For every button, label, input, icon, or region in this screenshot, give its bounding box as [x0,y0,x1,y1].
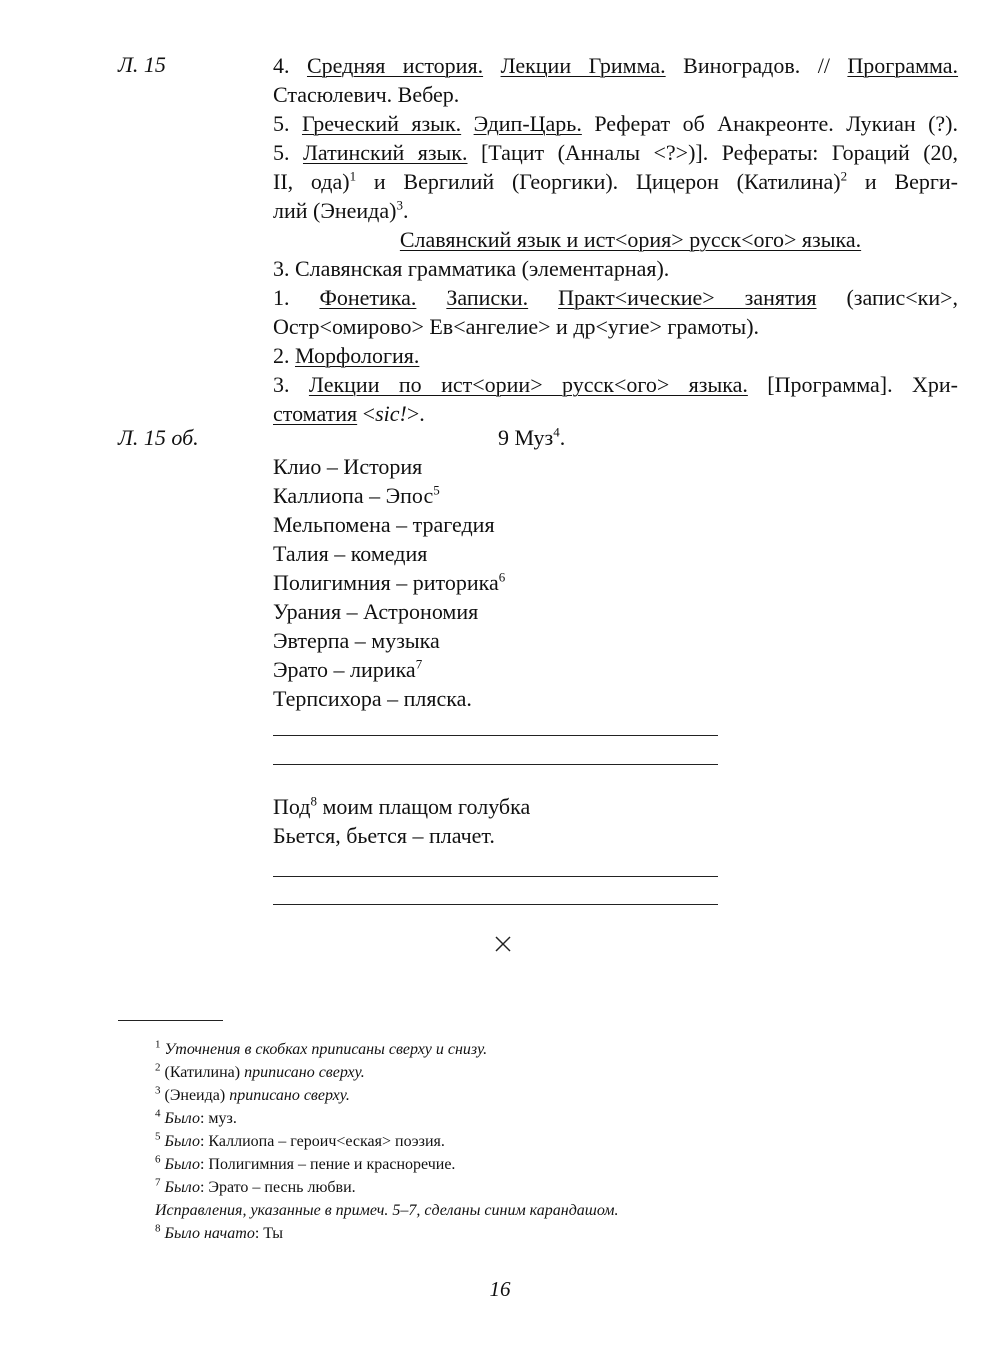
page-number: 16 [489,1277,511,1301]
footnote-marker: 4 [155,1107,161,1120]
footnote-text: : Эрато – песнь любви. [199,1179,356,1196]
muse-item [273,481,958,510]
item-number: 4. [273,53,290,78]
footnote-text: (Энеида) [164,1087,226,1104]
item-number: 5. [273,111,290,136]
item-number: 2. [273,343,290,368]
text-line [273,138,958,167]
footnote-ref-1[interactable]: 1 [349,168,357,184]
muse-item [273,568,958,597]
footnote-8 [155,1222,618,1245]
footnote-ref-5[interactable]: 5 [433,482,440,498]
muses-title [498,423,698,452]
text-span: и Вергилий (Георгики). Цицерон (Катилина) [373,169,841,194]
text-span: и Верги- [864,169,959,194]
text-line [273,109,958,138]
footnote-ref-6[interactable]: 6 [498,569,506,585]
footnote-text: : Ты [254,1225,284,1242]
footnote-6 [155,1153,618,1176]
muse-item [273,626,958,655]
phonetics: Фонетика. [319,285,417,310]
footnote-text: (Катилина) [164,1064,241,1081]
footnote-separator [118,1020,223,1021]
footnote-2 [155,1061,618,1084]
footnote-text: приписано сверху. [229,1087,350,1104]
footnote-text: Было [164,1110,200,1127]
slavic-language-heading: Славянский язык и ист<ория> русск<ого> языка. [399,227,862,252]
muse-item [273,510,958,539]
text-line [273,283,958,312]
footnote-marker: 1 [155,1038,161,1051]
text-span: (запис<ки>, [846,285,959,310]
muse-text: Каллиопа – Эпос [273,483,434,508]
text-line [273,341,958,370]
item-number: 1. [273,285,290,310]
oedipus-rex: Эдип-Царь. [473,111,582,136]
sic-note: sic! [375,401,407,426]
text-line [273,196,958,225]
muse-text: Талия – комедия [273,541,428,566]
footnote-ref-7[interactable]: 7 [415,656,423,672]
footnote-3 [155,1084,618,1107]
divider-line [273,764,718,765]
muse-item [273,655,958,684]
footnote-marker: 6 [155,1153,161,1166]
footnote-text: : муз. [199,1110,237,1127]
text-span: < [362,401,376,426]
footnote-marker: 7 [155,1176,161,1189]
footnote-ref-4[interactable]: 4 [553,424,560,440]
footnote-text: : Каллиопа – героич<еская> поэзия. [199,1133,445,1150]
footnote-text: Было [164,1133,200,1150]
text-line [273,167,958,196]
item-number: 5. [273,140,290,165]
practical-classes: Практ<ические> занятия [558,285,817,310]
muse-text: Урания – Астрономия [273,599,479,624]
subject-greek: Греческий язык. [301,111,462,136]
muse-text: Клио – История [273,454,423,479]
folio-ref-15: Л. 15 [118,52,166,77]
muse-item [273,452,958,481]
poem-block [273,792,958,850]
text-span: [Тацит (Анналы <?>)]. Рефераты: Гораций (20, [480,140,959,165]
text-line: 3. Славянская грамматика (элементарная). [273,256,670,281]
footnote-7 [155,1176,618,1199]
notes: Записки. [446,285,529,310]
footnote-ref-3[interactable]: 3 [396,197,403,213]
footnote-5 [155,1130,618,1153]
text-span: . [559,425,566,450]
grimm-lectures: Лекции Гримма. [500,53,666,78]
poem-line: Бьется, бьется – плачет. [273,823,495,848]
subject-medieval-history: Средняя история. [306,53,484,78]
footnote-marker: 3 [155,1084,161,1097]
text-span: Под [273,794,311,819]
muses-list [273,452,958,713]
text-line: Стасюлевич. Вебер. [273,82,460,107]
divider-line [273,904,718,905]
chrestomathy: стоматия [273,401,358,426]
muse-item [273,539,958,568]
footnote-text: : Полигимния – пение и красноречие. [199,1156,456,1173]
morphology: Морфология. [295,343,420,368]
text-span: моим плащом голубка [322,794,531,819]
footnote-text: Уточнения в скобках приписаны сверху и снизу. [164,1041,488,1058]
item-number: 3. [273,372,290,397]
muse-item [273,684,958,713]
text-line: Остр<омирово> Ев<ангелие> и др<угие> грамоты). [273,314,760,339]
footnote-4 [155,1107,618,1130]
text-span: Виноградов. // [683,53,830,78]
text-span: >. [406,401,425,426]
muses-title-text: 9 Муз [498,425,554,450]
text-span: [Программа]. Хри- [767,372,958,397]
folio-ref-15-verso: Л. 15 об. [118,425,199,450]
footnote-text: Было [164,1156,200,1173]
text-span: Реферат об Анакреонте. Лукиан (?). [594,111,958,136]
program-link: Программа. [847,53,959,78]
history-lectures: Лекции по ист<ории> русск<ого> языка. [308,372,748,397]
muse-text: Полигимния – риторика [273,570,499,595]
text-line [273,51,958,80]
muse-text: Эрато – лирика [273,657,416,682]
section-heading [273,225,958,254]
footnote-text: приписано сверху. [244,1064,365,1081]
footnote-ref-2[interactable]: 2 [840,168,848,184]
footnote-marker: 5 [155,1130,161,1143]
footnote-1 [155,1038,618,1061]
curriculum-block [273,51,958,428]
footnote-marker: 2 [155,1061,161,1074]
muse-item [273,597,958,626]
divider-line [273,735,718,736]
cross-mark-icon [490,931,516,957]
footnote-marker: 8 [155,1222,161,1235]
footnote-note: Исправления, указанные в примеч. 5–7, сделаны синим карандашом. [155,1202,619,1219]
muse-text: Эвтерпа – музыка [273,628,440,653]
text-span: II, ода) [273,169,350,194]
footnotes [155,1038,618,1245]
muse-text: Мельпомена – трагедия [273,512,495,537]
footnote-text: Было начато [164,1225,255,1242]
muse-text: Терпсихора – пляска. [273,686,472,711]
divider-line [273,876,718,877]
footnote-text: Было [164,1179,200,1196]
text-span: лий (Энеида) [273,198,397,223]
text-line [273,370,958,399]
text-span: . [402,198,409,223]
subject-latin: Латинский язык. [302,140,468,165]
poem-line [273,792,958,821]
footnote-ref-8[interactable]: 8 [310,793,317,809]
